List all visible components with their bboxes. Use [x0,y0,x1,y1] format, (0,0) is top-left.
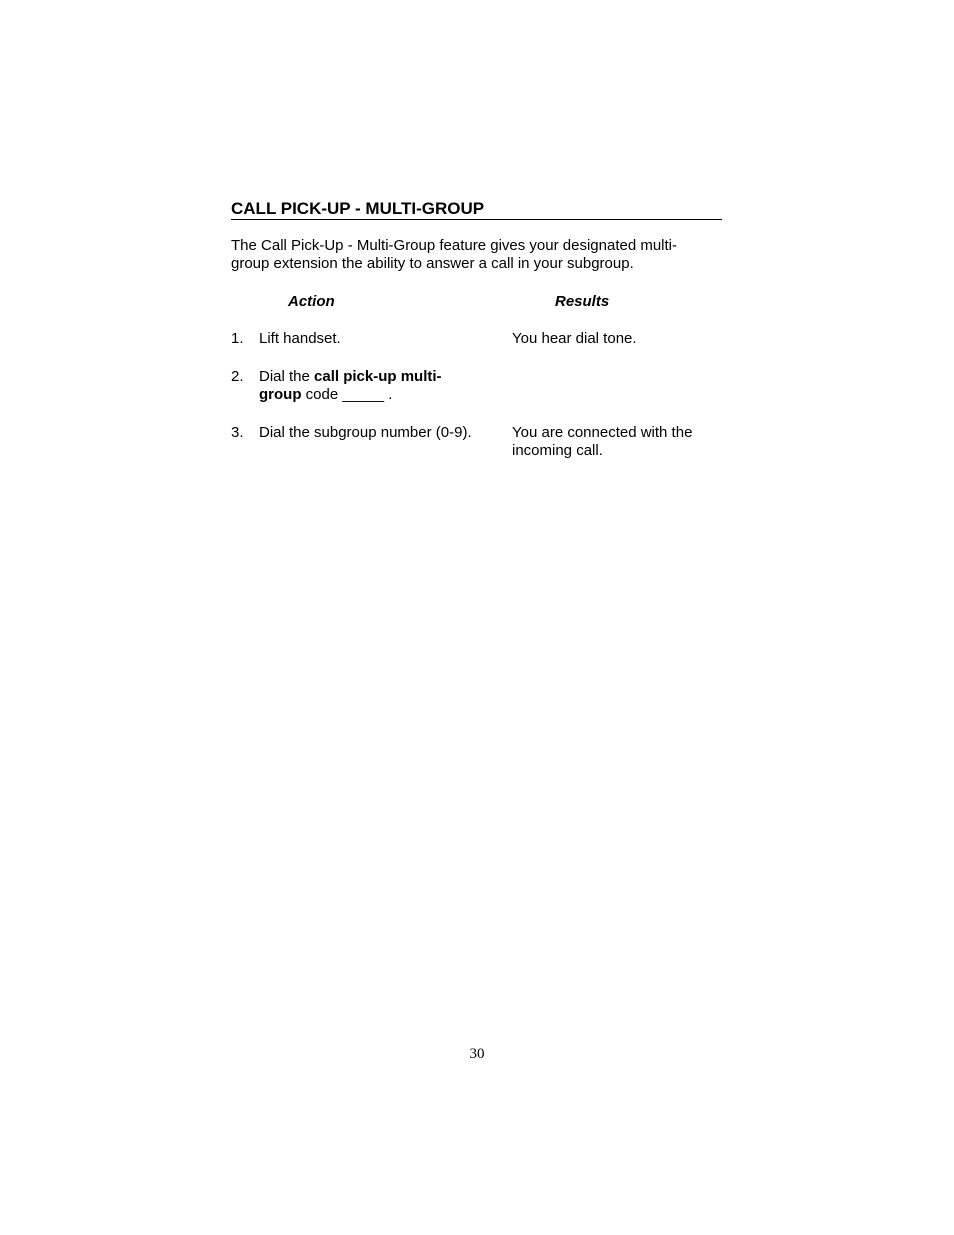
step-action-prefix: Dial the [259,368,315,385]
step-action-suffix: code _____ . [301,386,393,403]
section-title: CALL PICK-UP - MULTI-GROUP [231,198,722,220]
step-row [231,368,722,408]
page-number: 30 [469,1046,485,1062]
step-action: Dial the subgroup number (0-9). [259,424,472,441]
intro-paragraph: The Call Pick-Up - Multi-Group feature gives your designated multi-group extension the ability to answer a call in your subgroup. [231,237,678,272]
step-result: You hear dial tone. [512,330,637,347]
step-number: 3. [231,424,244,441]
step-number: 1. [231,330,244,347]
step-action: Lift handset. [259,330,341,347]
column-header-action: Action [288,293,335,310]
step-row [231,330,722,366]
step-row [231,424,722,464]
step-result: You are connected with the incoming call. [512,424,693,459]
column-header-results: Results [555,293,610,310]
step-action [259,368,474,404]
step-number: 2. [231,368,244,385]
step-action-code-name: call pick-up multi-group [259,368,442,403]
